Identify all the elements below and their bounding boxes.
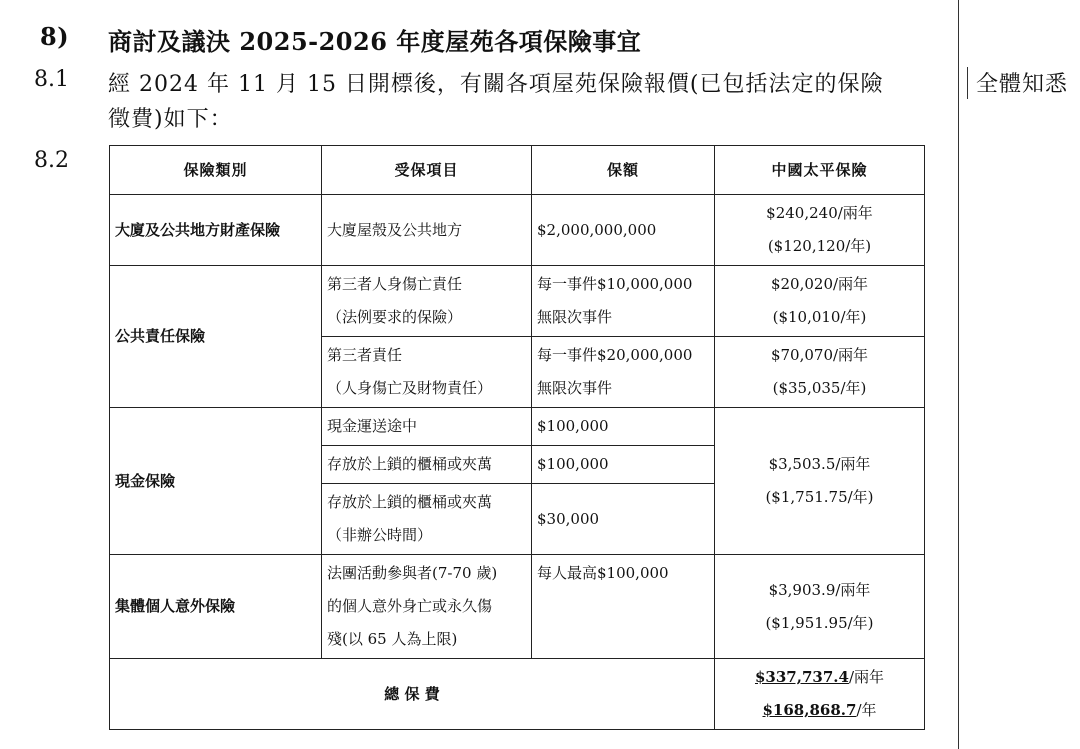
premium-two-year: $20,020/兩年 — [770, 275, 869, 293]
total-row — [110, 659, 925, 730]
total-premium-cell — [715, 659, 925, 730]
insured-item — [322, 555, 532, 659]
premium-cell — [715, 555, 925, 659]
sum-insured-line: 每一事件$20,000,000 — [537, 346, 693, 364]
premium-annual: ($10,010/年) — [772, 308, 867, 326]
insured-item-line: 法團活動參與者(7-70 歲) — [327, 564, 498, 582]
total-amount-two-year: $337,737.4 — [754, 668, 849, 686]
category-cash: 現金保險 — [110, 408, 322, 555]
insured-item-line: （人身傷亡及財物責任） — [327, 379, 493, 397]
total-two-year — [720, 661, 919, 694]
category-building: 大廈及公共地方財產保險 — [110, 195, 322, 266]
resolution-note: 全體知悉 — [967, 67, 1068, 99]
insured-item: 存放於上鎖的櫃桶或夾萬 — [322, 446, 532, 484]
insured-item-line: （法例要求的保險） — [327, 308, 463, 326]
sum-insured-line: 每一事件$10,000,000 — [537, 275, 693, 293]
sum-insured — [532, 266, 715, 337]
premium-cell — [715, 337, 925, 408]
insured-item-line: 的個人意外身亡或永久傷 — [327, 597, 493, 615]
table-row — [110, 555, 925, 659]
sum-insured: $100,000 — [532, 446, 715, 484]
header-insurer: 中國太平保險 — [715, 146, 925, 195]
premium-cell — [715, 195, 925, 266]
right-margin-divider — [958, 0, 959, 749]
insured-item-line: 第三者責任 — [327, 346, 403, 364]
insured-item — [322, 337, 532, 408]
table-row — [110, 266, 925, 337]
sum-insured-line: 無限次事件 — [537, 379, 613, 397]
total-label: 總 保 費 — [110, 659, 715, 730]
total-annual — [720, 694, 919, 727]
premium-two-year: $240,240/兩年 — [766, 204, 873, 222]
premium-annual: ($1,951.95/年) — [765, 613, 874, 632]
item-8-1-text-line2: 徵費)如下： — [108, 107, 233, 132]
premium-annual: ($1,751.75/年) — [765, 488, 874, 506]
header-insured-item: 受保項目 — [322, 146, 532, 195]
insured-item: 現金運送途中 — [322, 408, 532, 446]
total-amount-annual: $168,868.7 — [762, 701, 857, 719]
sum-insured: $2,000,000,000 — [532, 195, 715, 266]
premium-two-year: $70,070/兩年 — [770, 346, 869, 364]
section-title: 商討及議決 2025-2026 年度屋苑各項保險事宜 — [108, 27, 642, 56]
insured-item-line: 第三者人身傷亡責任 — [327, 275, 463, 293]
insured-item-line: 存放於上鎖的櫃桶或夾萬 — [327, 493, 493, 511]
premium-two-year: $3,503.5/兩年 — [768, 455, 871, 473]
total-unit-two-year: /兩年 — [848, 668, 884, 686]
section-number: 8) — [40, 22, 70, 51]
sum-insured: $100,000 — [532, 408, 715, 446]
insurance-quote-table — [109, 145, 925, 730]
item-8-1-text-line1: 經 2024 年 11 月 15 日開標後，有關各項屋苑保險報價(已包括法定的保險 — [108, 72, 884, 97]
premium-annual: ($120,120/年) — [767, 237, 872, 255]
insured-item-line: （非辦公時間） — [327, 526, 433, 544]
item-8-2-number: 8.2 — [34, 148, 69, 173]
premium-annual: ($35,035/年) — [772, 379, 867, 397]
insured-item-line: 殘(以 65 人為上限) — [327, 630, 458, 648]
sum-insured: 每人最高$100,000 — [532, 555, 715, 659]
header-category: 保險類別 — [110, 146, 322, 195]
total-unit-annual: /年 — [856, 701, 877, 719]
category-liability: 公共責任保險 — [110, 266, 322, 408]
table-row — [110, 408, 925, 446]
sum-insured-line: 無限次事件 — [537, 308, 613, 326]
premium-two-year: $3,903.9/兩年 — [768, 580, 871, 599]
table-row — [110, 195, 925, 266]
insured-item — [322, 266, 532, 337]
insured-item — [322, 484, 532, 555]
premium-cell — [715, 408, 925, 555]
insured-item: 大廈屋殼及公共地方 — [322, 195, 532, 266]
category-accident: 集體個人意外保險 — [110, 555, 322, 659]
premium-cell — [715, 266, 925, 337]
item-8-1-number: 8.1 — [34, 67, 69, 92]
table-header-row — [110, 146, 925, 195]
header-sum-insured: 保額 — [532, 146, 715, 195]
sum-insured — [532, 337, 715, 408]
sum-insured: $30,000 — [532, 484, 715, 555]
